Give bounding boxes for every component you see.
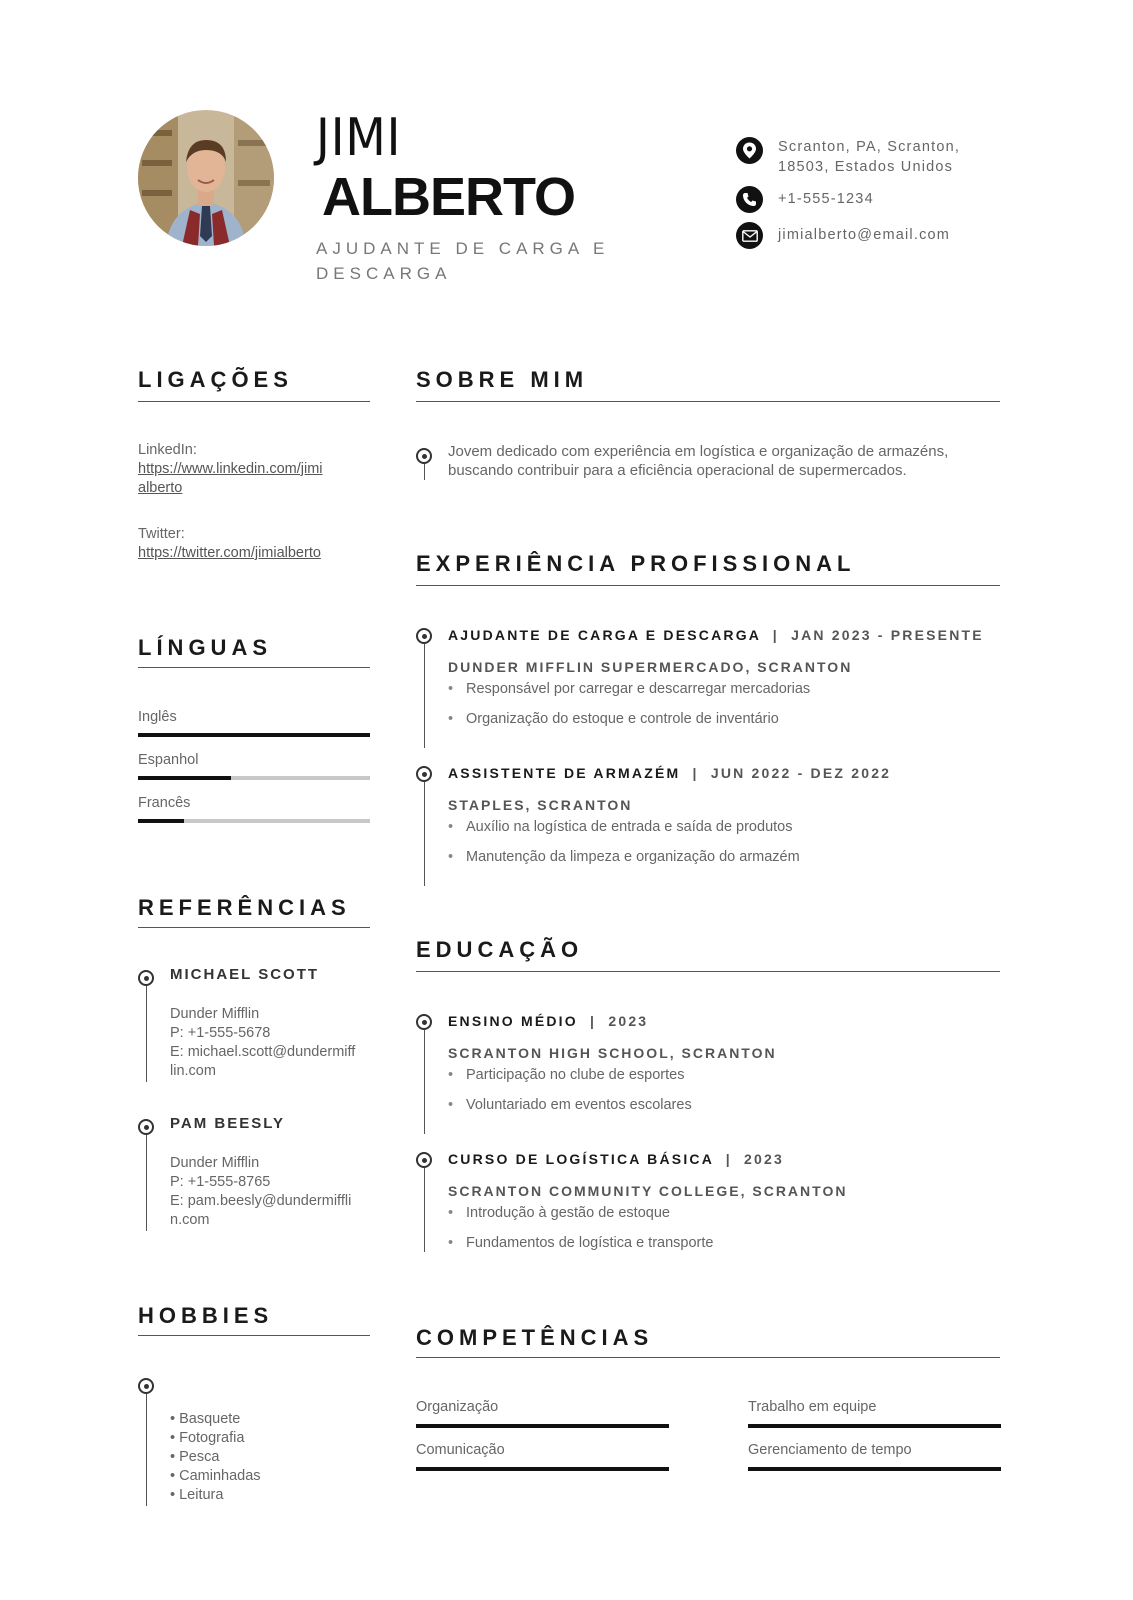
reference-email-line-2: n.com — [170, 1212, 210, 1228]
twitter-label: Twitter: — [138, 526, 185, 542]
profile-photo — [138, 110, 274, 246]
timeline-dot-icon — [416, 448, 432, 464]
skill-level-bar — [416, 1424, 669, 1428]
hobby-item: • Leitura — [170, 1487, 224, 1503]
experience-divider — [416, 585, 1000, 586]
references-heading: REFERÊNCIAS — [138, 895, 351, 920]
language-level-bar — [138, 776, 370, 780]
degree-name: ENSINO MÉDIO — [448, 1013, 578, 1029]
skills-divider — [416, 1357, 1000, 1358]
address-text: Scranton, PA, Scranton, 18503, Estados Unidos — [778, 139, 961, 175]
job-date: JUN 2022 - DEZ 2022 — [710, 765, 892, 781]
language-level-bar — [138, 819, 370, 823]
about-divider — [416, 401, 1000, 402]
timeline-line — [424, 782, 425, 886]
experience-company: DUNDER MIFFLIN SUPERMERCADO, SCRANTON — [448, 659, 853, 675]
timeline-line — [424, 644, 425, 748]
experience-bullet: • Organização do estoque e controle de inventário — [448, 711, 779, 727]
job-role: ASSISTENTE DE ARMAZÉM — [448, 765, 681, 781]
skill-label: Gerenciamento de tempo — [748, 1442, 912, 1458]
about-text-line-1: Jovem dedicado com experiência em logística e organização de armazéns, — [448, 443, 949, 460]
education-entry-title: CURSO DE LOGÍSTICA BÁSICA | 2023 — [448, 1151, 784, 1167]
skill-label: Comunicação — [416, 1442, 505, 1458]
language-name: Espanhol — [138, 752, 199, 768]
timeline-line — [146, 986, 147, 1082]
about-text-line-2: buscando contribuir para a eficiência operacional de supermercados. — [448, 462, 907, 479]
language-name: Francês — [138, 795, 191, 811]
experience-heading: EXPERIÊNCIA PROFISSIONAL — [416, 551, 856, 576]
language-name: Inglês — [138, 709, 177, 725]
skill-level-bar — [748, 1467, 1001, 1471]
skill-level-bar — [416, 1467, 669, 1471]
linkedin-link-line-1[interactable]: https://www.linkedin.com/jimi — [138, 461, 323, 477]
education-heading: EDUCAÇÃO — [416, 937, 584, 962]
language-level-fill — [138, 776, 231, 780]
timeline-line — [424, 1030, 425, 1134]
education-entry-title: ENSINO MÉDIO | 2023 — [448, 1013, 649, 1029]
experience-bullet: • Manutenção da limpeza e organização do armazém — [448, 849, 800, 865]
linkedin-label: LinkedIn: — [138, 442, 197, 458]
contact-email — [736, 222, 988, 249]
degree-date: 2023 — [608, 1013, 649, 1029]
contact-address — [736, 137, 988, 177]
reference-company: Dunder Mifflin — [170, 1006, 260, 1022]
education-bullet: • Introdução à gestão de estoque — [448, 1205, 670, 1221]
links-heading: LIGAÇÕES — [138, 367, 293, 392]
timeline-dot-icon — [416, 1014, 432, 1030]
email-icon — [736, 222, 763, 249]
hobbies-divider — [138, 1335, 370, 1336]
experience-bullet: • Responsável por carregar e descarregar mercadorias — [448, 681, 811, 697]
education-school: SCRANTON HIGH SCHOOL, SCRANTON — [448, 1045, 777, 1061]
timeline-dot-icon — [416, 628, 432, 644]
skill-label: Trabalho em equipe — [748, 1399, 877, 1415]
experience-company: STAPLES, SCRANTON — [448, 797, 633, 813]
timeline-line — [146, 1135, 147, 1231]
timeline-line — [146, 1394, 147, 1506]
timeline-line — [424, 464, 425, 480]
education-school: SCRANTON COMMUNITY COLLEGE, SCRANTON — [448, 1183, 848, 1199]
experience-entry-title: AJUDANTE DE CARGA E DESCARGA | JAN 2023 - PRESENTE — [448, 627, 984, 643]
skill-level-bar — [748, 1424, 1001, 1428]
contact-phone — [736, 186, 988, 213]
reference-phone: P: +1-555-8765 — [170, 1174, 271, 1190]
links-divider — [138, 401, 370, 402]
timeline-dot-icon — [138, 1119, 154, 1135]
hobby-item: • Fotografia — [170, 1430, 245, 1446]
experience-bullet: • Auxílio na logística de entrada e saída de produtos — [448, 819, 793, 835]
phone-icon — [736, 186, 763, 213]
references-divider — [138, 927, 370, 928]
languages-divider — [138, 667, 370, 668]
timeline-dot-icon — [138, 1378, 154, 1394]
reference-name: MICHAEL SCOTT — [170, 966, 320, 983]
phone-text: +1-555-1234 — [778, 191, 874, 207]
location-pin-icon — [736, 137, 763, 164]
education-divider — [416, 971, 1000, 972]
language-level-fill — [138, 733, 370, 737]
timeline-dot-icon — [416, 766, 432, 782]
hobbies-heading: HOBBIES — [138, 1303, 274, 1328]
language-level-fill — [138, 819, 184, 823]
reference-phone: P: +1-555-5678 — [170, 1025, 271, 1041]
linkedin-link-line-2[interactable]: alberto — [138, 480, 183, 496]
language-level-bar — [138, 733, 370, 737]
job-date: JAN 2023 - PRESENTE — [791, 627, 984, 643]
timeline-dot-icon — [416, 1152, 432, 1168]
about-heading: SOBRE MIM — [416, 367, 589, 392]
reference-email-line-1: E: michael.scott@dundermiff — [170, 1044, 356, 1060]
degree-date: 2023 — [744, 1151, 784, 1167]
first-name: JIMI — [316, 108, 402, 168]
education-bullet: • Participação no clube de esportes — [448, 1067, 685, 1083]
reference-name: PAM BEESLY — [170, 1115, 286, 1132]
hobby-item: • Caminhadas — [170, 1468, 261, 1484]
degree-name: CURSO DE LOGÍSTICA BÁSICA — [448, 1151, 714, 1167]
reference-email-line-2: lin.com — [170, 1063, 216, 1079]
skills-heading: COMPETÊNCIAS — [416, 1325, 654, 1350]
reference-company: Dunder Mifflin — [170, 1155, 260, 1171]
hobby-item: • Basquete — [170, 1411, 241, 1427]
experience-entry-title: ASSISTENTE DE ARMAZÉM | JUN 2022 - DEZ 2022 — [448, 765, 892, 781]
twitter-link[interactable]: https://twitter.com/jimialberto — [138, 545, 321, 561]
email-text: jimialberto@email.com — [778, 227, 951, 243]
hobby-item: • Pesca — [170, 1449, 220, 1465]
skill-label: Organização — [416, 1399, 499, 1415]
reference-email-line-1: E: pam.beesly@dundermiffli — [170, 1193, 352, 1209]
timeline-line — [424, 1168, 425, 1252]
education-bullet: • Voluntariado em eventos escolares — [448, 1097, 692, 1113]
education-bullet: • Fundamentos de logística e transporte — [448, 1235, 714, 1251]
job-role: AJUDANTE DE CARGA E DESCARGA — [448, 627, 761, 643]
timeline-dot-icon — [138, 970, 154, 986]
last-name: ALBERTO — [322, 167, 576, 227]
job-title: AJUDANTE DE CARGA E DESCARGA — [316, 239, 610, 283]
languages-heading: LÍNGUAS — [138, 635, 272, 660]
